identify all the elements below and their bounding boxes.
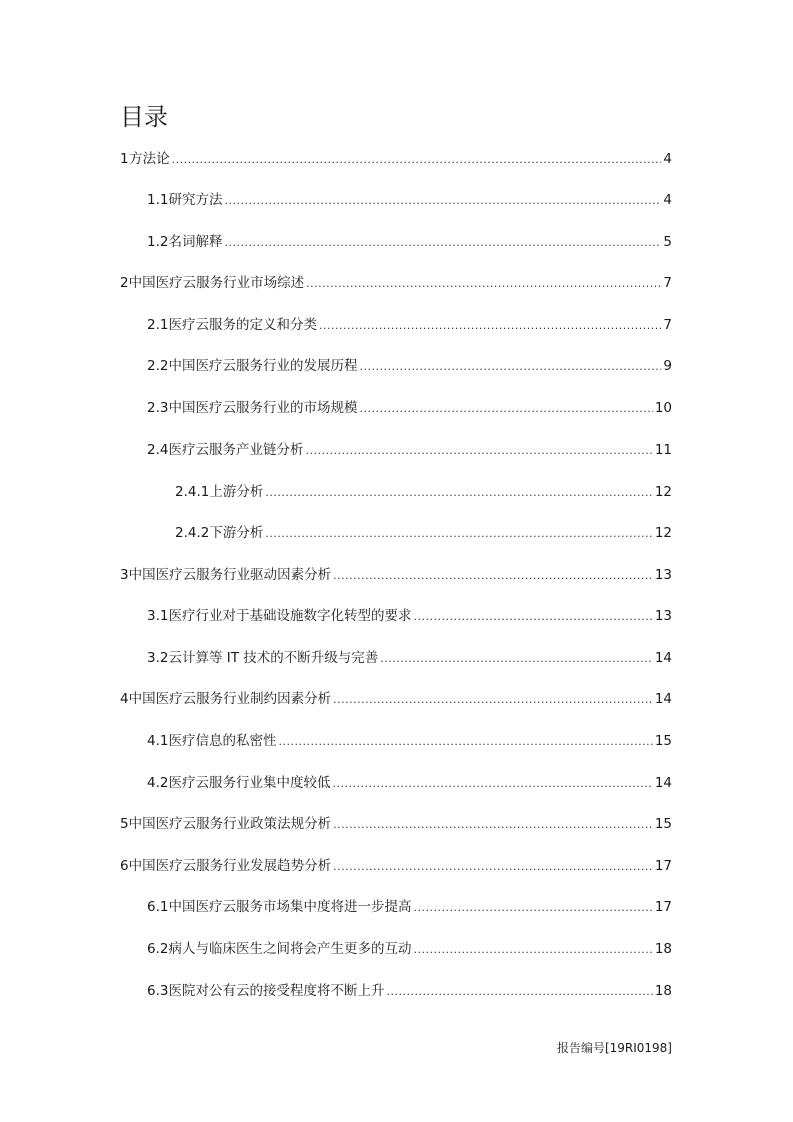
toc-entry-number: 2.3 <box>147 400 169 416</box>
toc-entry[interactable] <box>147 648 672 668</box>
toc-entry[interactable] <box>120 856 672 876</box>
toc-entry-number: 4 <box>120 691 129 707</box>
toc-entry-page: 14 <box>654 691 672 707</box>
toc-entry-title: 研究方法 <box>168 192 223 208</box>
toc-entry-page: 12 <box>654 525 672 541</box>
toc-leader-dots <box>333 815 653 835</box>
toc-entry-title: 医院对公有云的接受程度将不断上升 <box>168 983 385 999</box>
toc-entry-title: 中国医疗云服务行业市场综述 <box>128 275 305 291</box>
toc-leader-dots <box>278 732 652 752</box>
toc-entry[interactable] <box>147 773 672 793</box>
toc-entry-number: 5 <box>120 816 129 832</box>
toc-entry-title: 医疗行业对于基础设施数字化转型的要求 <box>168 608 412 624</box>
toc-entry-page: 14 <box>654 650 672 666</box>
toc-entry-title: 医疗云服务行业集中度较低 <box>168 775 331 791</box>
toc-entry-page: 13 <box>654 567 672 583</box>
toc-entry[interactable] <box>175 482 672 502</box>
toc-entry[interactable] <box>147 897 672 917</box>
toc-entry[interactable] <box>147 190 672 210</box>
toc-leader-dots <box>380 649 653 669</box>
toc-leader-dots <box>386 982 652 1002</box>
toc-entry-title: 名词解释 <box>168 234 223 250</box>
toc-entry-title: 医疗云服务的定义和分类 <box>168 317 317 333</box>
toc-entry-page: 18 <box>654 983 672 999</box>
toc-leader-dots <box>333 566 653 586</box>
toc-leader-dots <box>319 316 661 336</box>
report-number: 报告编号[19RI0198] <box>556 1041 672 1055</box>
toc-entry-number: 6.2 <box>147 941 169 957</box>
toc-entry-page: 10 <box>654 400 672 416</box>
toc-leader-dots <box>333 690 653 710</box>
toc-entry-page: 17 <box>654 858 672 874</box>
toc-entry-page: 7 <box>663 317 672 333</box>
toc-entry-title: 医疗云服务产业链分析 <box>168 442 304 458</box>
toc-leader-dots <box>305 441 652 461</box>
toc-entry-page: 7 <box>663 275 672 291</box>
toc-leader-dots <box>413 898 652 918</box>
toc-entry-title: 中国医疗云服务行业政策法规分析 <box>128 816 332 832</box>
toc-entry[interactable] <box>120 565 672 585</box>
toc-entry-page: 11 <box>654 442 672 458</box>
toc-entry-page: 18 <box>654 941 672 957</box>
toc-leader-dots <box>359 399 652 419</box>
toc-entry-number: 1.1 <box>147 192 169 208</box>
toc-entry-number: 6.1 <box>147 899 169 915</box>
toc-leader-dots <box>333 857 653 877</box>
toc-entry-number: 2 <box>120 275 129 291</box>
toc-leader-dots <box>306 274 661 294</box>
toc-entry-page: 12 <box>654 484 672 500</box>
toc-entry[interactable] <box>147 981 672 1001</box>
toc-entry[interactable] <box>120 273 672 293</box>
toc-entry[interactable] <box>120 814 672 834</box>
toc-entry-page: 5 <box>663 234 672 250</box>
toc-entry-number: 2.1 <box>147 317 169 333</box>
toc-entry-number: 3.1 <box>147 608 169 624</box>
toc-entry-number: 1 <box>120 151 129 167</box>
toc-entry-title: 中国医疗云服务行业制约因素分析 <box>128 691 332 707</box>
toc-entry[interactable] <box>175 523 672 543</box>
toc-entry-title: 中国医疗云服务行业的发展历程 <box>168 358 358 374</box>
toc-entry-number: 6.3 <box>147 983 169 999</box>
toc-entry-number: 3 <box>120 567 129 583</box>
toc-entry-title: 中国医疗云服务市场集中度将进一步提高 <box>168 899 412 915</box>
toc-leader-dots <box>413 607 652 627</box>
toc-entry[interactable] <box>147 398 672 418</box>
toc-entry-page: 4 <box>663 151 672 167</box>
toc-leader-dots <box>359 357 661 377</box>
toc-leader-dots <box>265 483 652 503</box>
toc-entry[interactable] <box>120 149 672 169</box>
toc-entry[interactable] <box>147 232 672 252</box>
toc-title: 目录 <box>120 103 168 131</box>
toc-entry-page: 15 <box>654 733 672 749</box>
toc-leader-dots <box>224 191 661 211</box>
toc-leader-dots <box>224 233 661 253</box>
toc-entry-number: 2.4.2 <box>175 525 210 541</box>
toc-entry-number: 3.2 <box>147 650 169 666</box>
toc-entry[interactable] <box>147 356 672 376</box>
toc-entry[interactable] <box>147 440 672 460</box>
toc-entry[interactable] <box>147 606 672 626</box>
toc-entry-page: 4 <box>663 192 672 208</box>
toc-entry-number: 2.4.1 <box>175 484 210 500</box>
toc-entry-title: 中国医疗云服务行业驱动因素分析 <box>128 567 332 583</box>
toc-entry-title: 云计算等 IT 技术的不断升级与完善 <box>168 650 379 666</box>
toc-entry-title: 中国医疗云服务行业发展趋势分析 <box>128 858 332 874</box>
toc-entry-title: 方法论 <box>129 151 170 167</box>
toc-entry-number: 2.4 <box>147 442 169 458</box>
toc-entry-number: 6 <box>120 858 129 874</box>
toc-entry[interactable] <box>147 939 672 959</box>
toc-entry-number: 4.2 <box>147 775 169 791</box>
toc-entry-title: 医疗信息的私密性 <box>168 733 277 749</box>
toc-entry-page: 15 <box>654 816 672 832</box>
toc-leader-dots <box>413 940 652 960</box>
toc-entry-number: 4.1 <box>147 733 169 749</box>
toc-entry-page: 17 <box>654 899 672 915</box>
toc-entry-title: 上游分析 <box>209 484 264 500</box>
toc-entry-title: 病人与临床医生之间将会产生更多的互动 <box>168 941 412 957</box>
toc-entry-number: 2.2 <box>147 358 169 374</box>
toc-entry[interactable] <box>147 731 672 751</box>
toc-entry[interactable] <box>147 315 672 335</box>
toc-entry-page: 13 <box>654 608 672 624</box>
toc-entry-page: 9 <box>663 358 672 374</box>
toc-entry-title: 下游分析 <box>209 525 264 541</box>
toc-entry[interactable] <box>120 689 672 709</box>
toc-leader-dots <box>265 524 652 544</box>
toc-leader-dots <box>172 150 662 170</box>
toc-entry-number: 1.2 <box>147 234 169 250</box>
toc-leader-dots <box>332 774 652 794</box>
toc-entry-title: 中国医疗云服务行业的市场规模 <box>168 400 358 416</box>
toc-entry-page: 14 <box>654 775 672 791</box>
